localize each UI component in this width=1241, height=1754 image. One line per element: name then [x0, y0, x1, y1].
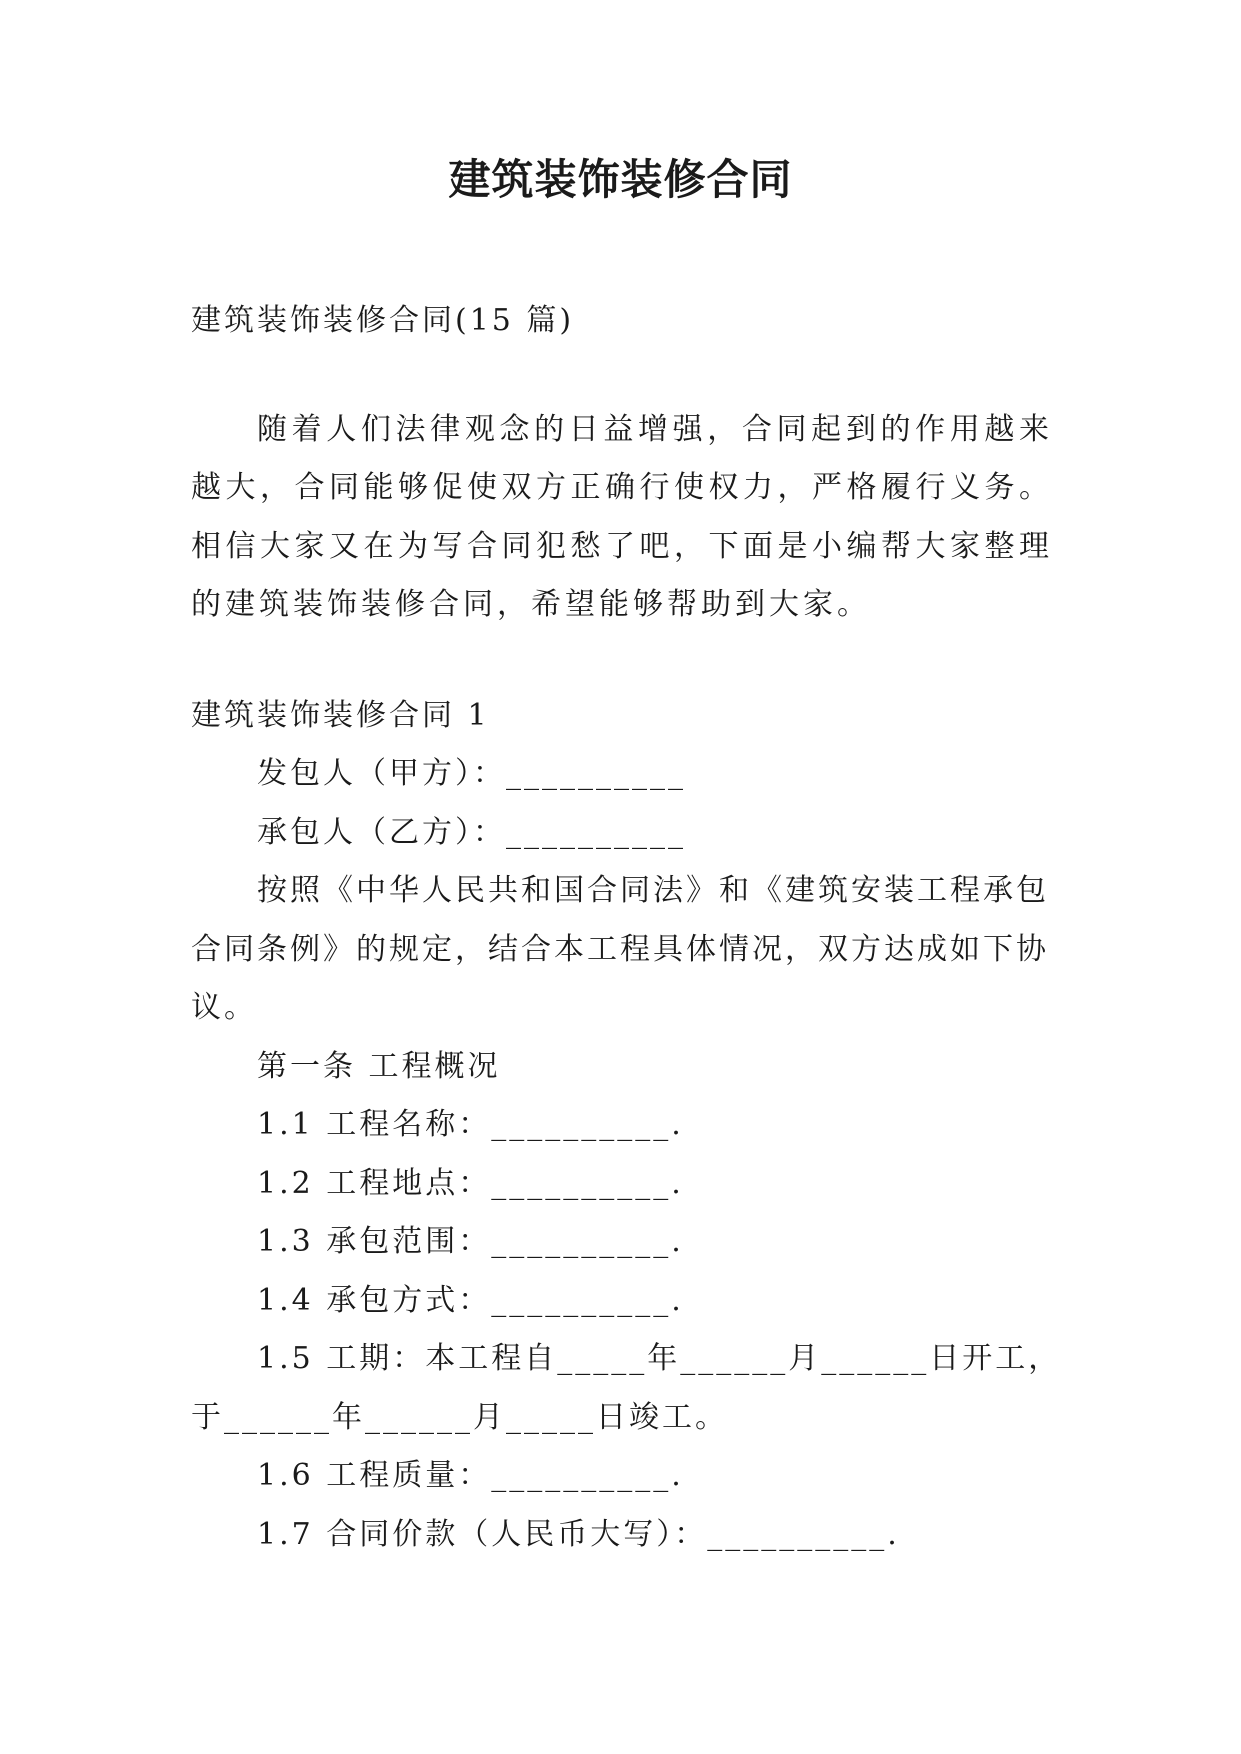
item-schedule-line-1: 1.5 工期：本工程自_____年______月______日开工，: [257, 1341, 1062, 1376]
document-subtitle: 建筑装饰装修合同(15 篇): [191, 303, 575, 338]
article-1-heading: 第一条 工程概况: [257, 1048, 501, 1084]
document-title: 建筑装饰装修合同: [448, 155, 793, 204]
item-contract-method: 1.4 承包方式：__________.: [257, 1282, 684, 1318]
item-schedule-line-2: 于______年______月_____日竣工。: [191, 1399, 728, 1435]
item-project-name: 1.1 工程名称：__________.: [257, 1107, 684, 1142]
intro-paragraph: 随着人们法律观念的日益增强，合同起到的作用越来越大，合同能够促使双方正确行使权力，严格履行义务。相信大家又在为写合同犯愁了吧，下面是小编帮大家整理的建筑装饰装修合同，希望能够帮助到大家。: [191, 411, 1053, 622]
item-contract-scope: 1.3 承包范围：__________.: [257, 1224, 684, 1259]
item-project-quality: 1.6 工程质量：__________.: [257, 1458, 684, 1493]
section-heading: 建筑装饰装修合同 1: [191, 697, 490, 733]
party-a-line: 发包人（甲方）：__________: [257, 756, 686, 791]
document-body: [191, 292, 1062, 1564]
item-project-location: 1.2 工程地点：__________.: [257, 1165, 684, 1201]
spacer: [191, 635, 1053, 687]
basis-line-3: 议。: [191, 990, 257, 1025]
basis-line-1: 按照《中华人民共和国合同法》和《建筑安装工程承包: [257, 873, 1049, 908]
spacer: [191, 351, 1053, 401]
item-contract-price: 1.7 合同价款（人民币大写）：__________.: [257, 1516, 900, 1552]
basis-line-2: 合同条例》的规定，结合本工程具体情况，双方达成如下协: [191, 931, 1049, 967]
party-b-line: 承包人（乙方）：__________: [257, 814, 686, 850]
